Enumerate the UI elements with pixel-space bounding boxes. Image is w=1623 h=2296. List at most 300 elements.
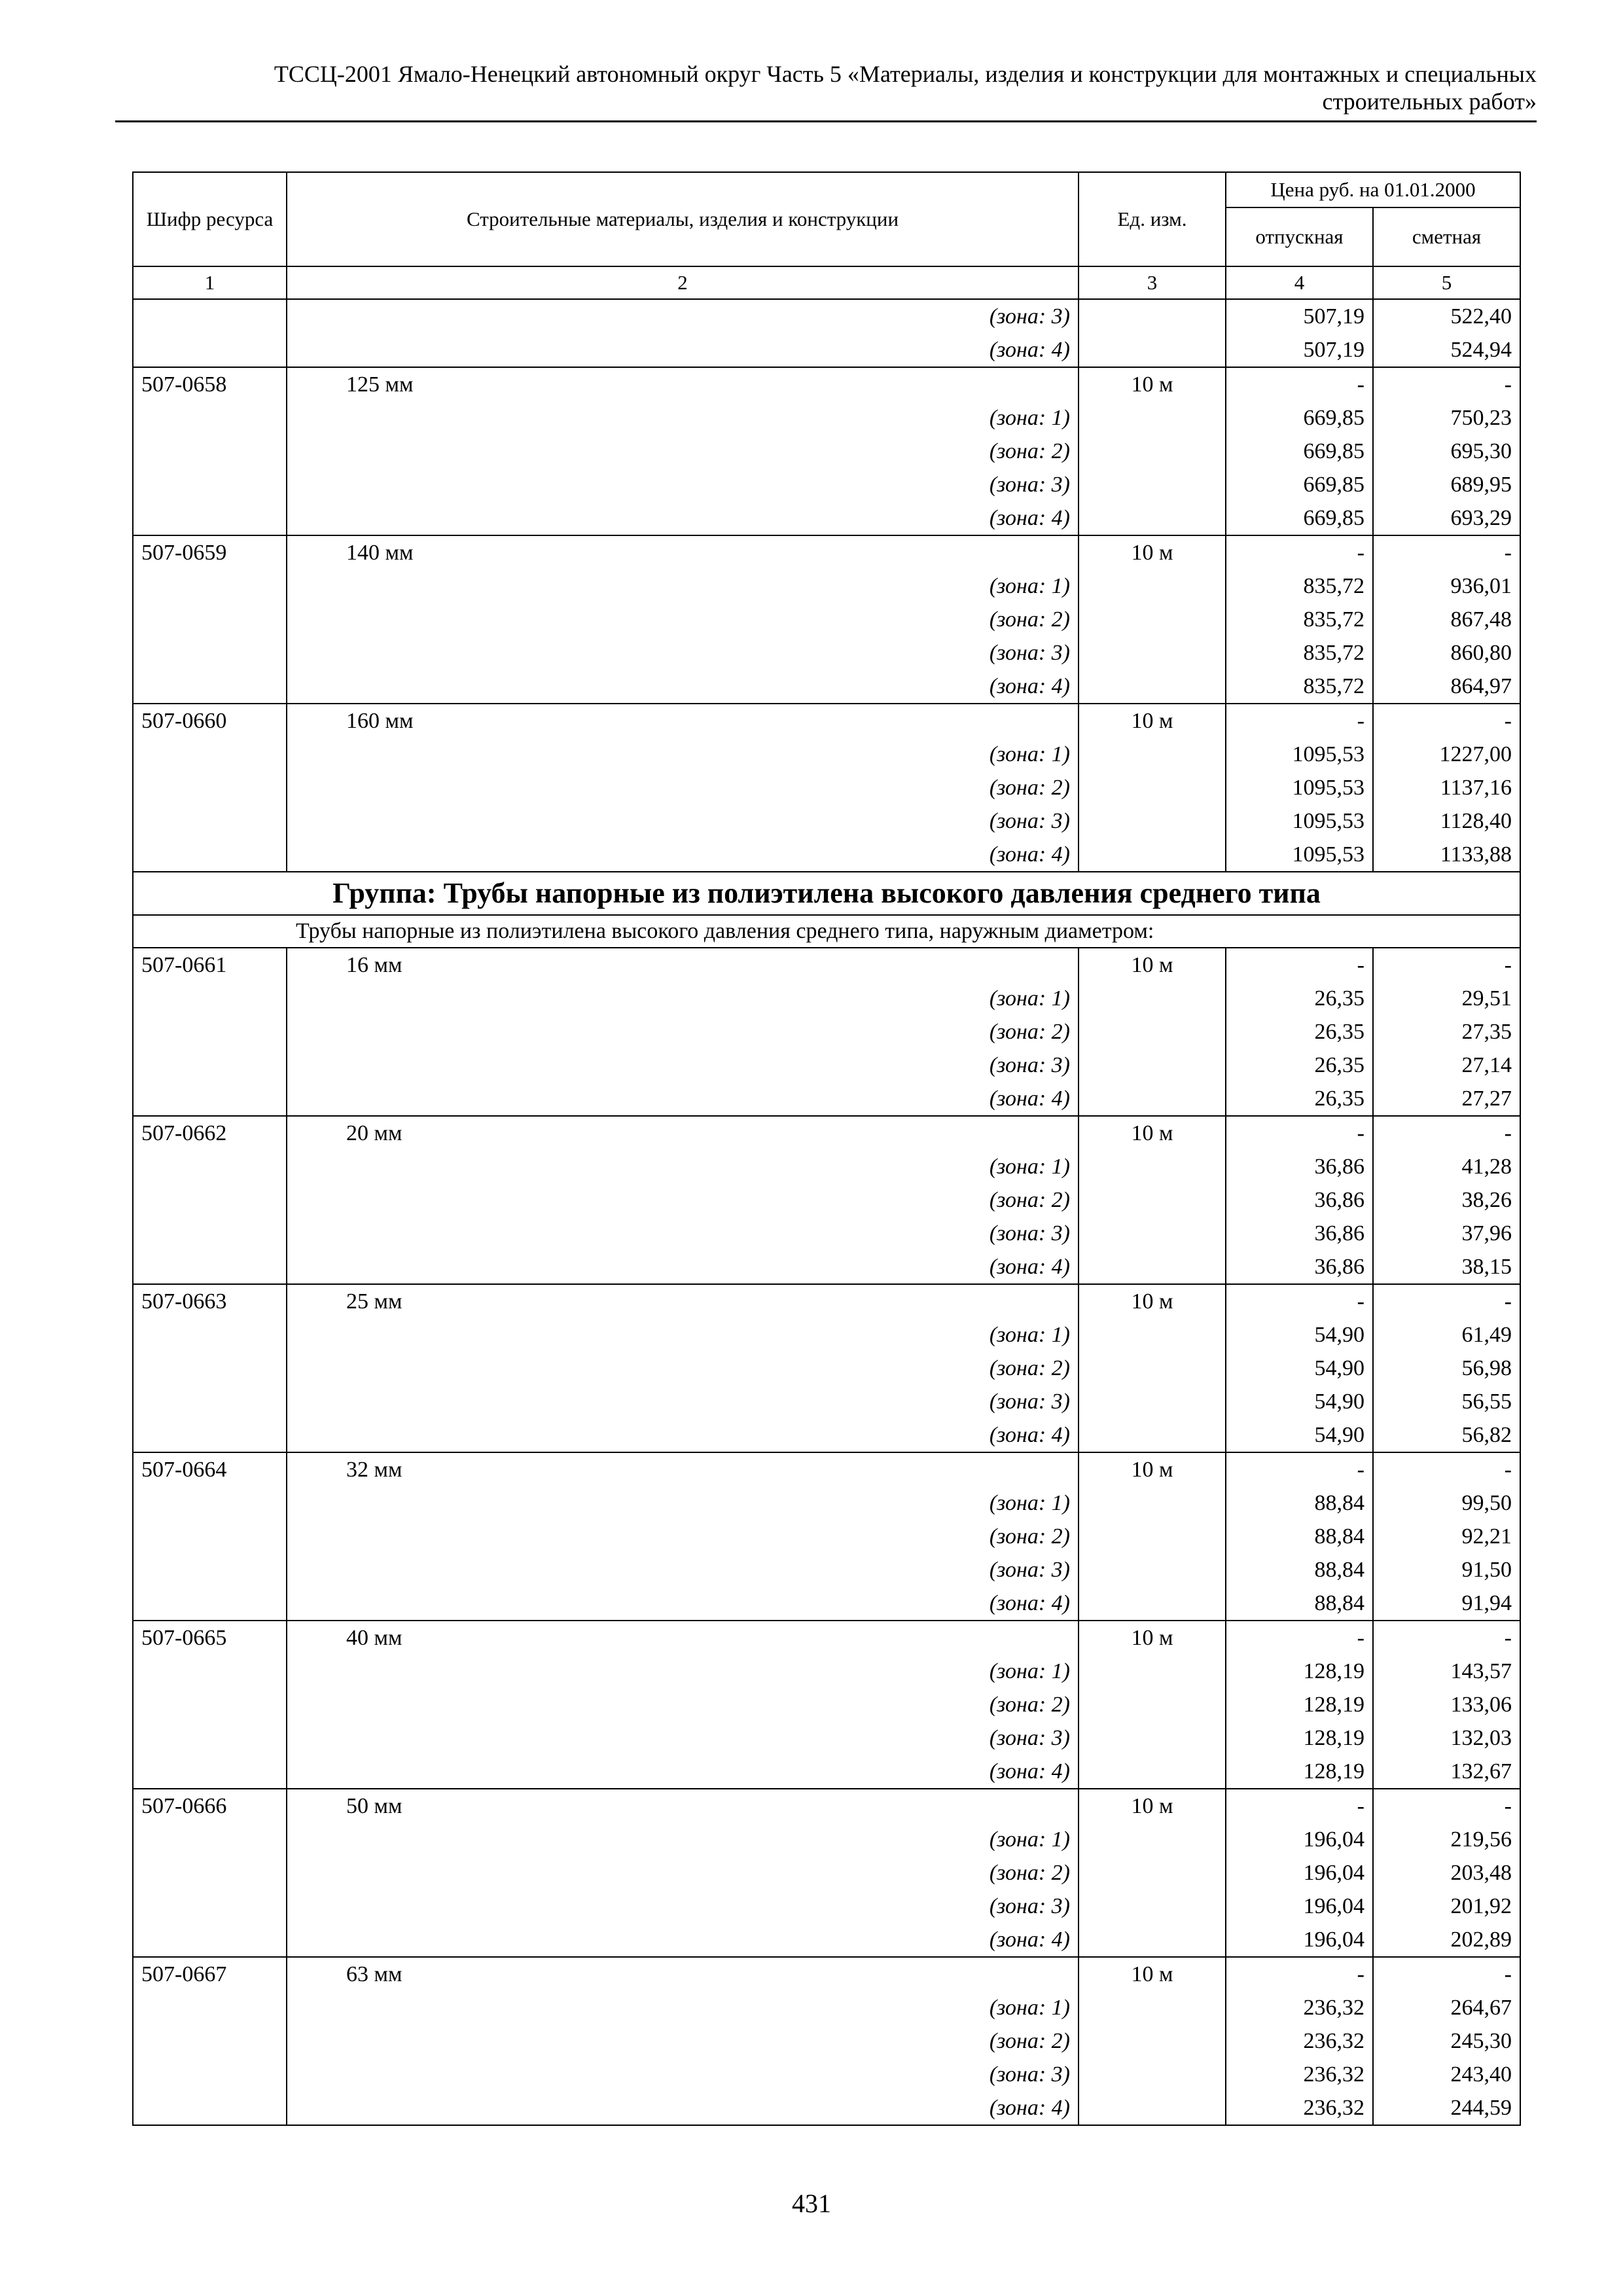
empty-cell (1079, 1923, 1226, 1957)
release-price: - (1226, 1452, 1373, 1486)
zone-row (133, 1385, 1520, 1418)
zone-row (133, 670, 1520, 704)
zone-label: (зона: 3) (287, 804, 1079, 838)
item-row (133, 535, 1520, 569)
empty-cell (1079, 636, 1226, 670)
release-price: 196,04 (1226, 1856, 1373, 1890)
zone-row (133, 804, 1520, 838)
zone-row (133, 1015, 1520, 1049)
estimate-price: 1133,88 (1373, 838, 1520, 872)
zone-label: (зона: 2) (287, 771, 1079, 804)
empty-cell (133, 1486, 287, 1520)
release-price: 128,19 (1226, 1655, 1373, 1688)
item-name: 16 мм (287, 948, 1079, 982)
zone-row (133, 2058, 1520, 2091)
zone-row (133, 1655, 1520, 1688)
estimate-price: - (1373, 1957, 1520, 1991)
unit-of-measure: 10 м (1079, 1621, 1226, 1655)
group-section (133, 872, 1520, 948)
estimate-price: 91,94 (1373, 1587, 1520, 1621)
empty-cell (1079, 771, 1226, 804)
estimate-price: 219,56 (1373, 1823, 1520, 1856)
release-price: 236,32 (1226, 2058, 1373, 2091)
estimate-price: 99,50 (1373, 1486, 1520, 1520)
zone-label: (зона: 2) (287, 1688, 1079, 1721)
empty-cell (133, 804, 287, 838)
zone-label: (зона: 2) (287, 1352, 1079, 1385)
empty-cell (1079, 569, 1226, 603)
item-group (133, 1957, 1520, 2125)
release-price: - (1226, 948, 1373, 982)
item-group (133, 704, 1520, 872)
zone-row (133, 1217, 1520, 1250)
item-name: 20 мм (287, 1116, 1079, 1150)
item-group (133, 1452, 1520, 1621)
empty-cell (133, 468, 287, 501)
item-group (133, 1789, 1520, 1957)
release-price: 128,19 (1226, 1755, 1373, 1789)
empty-cell (1079, 501, 1226, 535)
zone-row (133, 1856, 1520, 1890)
empty-cell (1079, 468, 1226, 501)
empty-cell (1079, 670, 1226, 704)
empty-cell (133, 1150, 287, 1183)
zone-row (133, 1721, 1520, 1755)
estimate-price: 27,35 (1373, 1015, 1520, 1049)
zone-row (133, 738, 1520, 771)
zone-label: (зона: 1) (287, 1991, 1079, 2024)
estimate-price: 132,67 (1373, 1755, 1520, 1789)
estimate-price: 524,94 (1373, 333, 1520, 367)
resource-code: 507-0663 (133, 1284, 287, 1318)
estimate-price: 92,21 (1373, 1520, 1520, 1553)
estimate-price: - (1373, 1789, 1520, 1823)
release-price: 54,90 (1226, 1385, 1373, 1418)
empty-cell (1079, 738, 1226, 771)
zone-row (133, 569, 1520, 603)
empty-cell (133, 2058, 287, 2091)
estimate-price: 244,59 (1373, 2091, 1520, 2125)
zone-row (133, 771, 1520, 804)
item-name: 125 мм (287, 367, 1079, 401)
zone-label: (зона: 3) (287, 2058, 1079, 2091)
empty-cell (133, 982, 287, 1015)
zone-label: (зона: 1) (287, 1823, 1079, 1856)
column-header-unit: Ед. изм. (1079, 172, 1226, 266)
zone-label: (зона: 1) (287, 982, 1079, 1015)
estimate-price: - (1373, 1116, 1520, 1150)
estimate-price: - (1373, 1452, 1520, 1486)
empty-cell (1079, 1318, 1226, 1352)
resource-code: 507-0660 (133, 704, 287, 738)
zone-label: (зона: 3) (287, 1721, 1079, 1755)
estimate-price: 245,30 (1373, 2024, 1520, 2058)
column-number: 2 (287, 266, 1079, 299)
release-price: 88,84 (1226, 1553, 1373, 1587)
empty-cell (133, 1318, 287, 1352)
release-price: - (1226, 367, 1373, 401)
item-name: 63 мм (287, 1957, 1079, 1991)
estimate-price: 522,40 (1373, 299, 1520, 333)
zone-label: (зона: 2) (287, 603, 1079, 636)
empty-cell (133, 1250, 287, 1284)
resource-code: 507-0661 (133, 948, 287, 982)
estimate-price: 867,48 (1373, 603, 1520, 636)
zone-label: (зона: 3) (287, 1049, 1079, 1082)
empty-cell (1079, 603, 1226, 636)
empty-cell (133, 501, 287, 535)
estimate-price: - (1373, 535, 1520, 569)
estimate-price: 1137,16 (1373, 771, 1520, 804)
column-header-code: Шифр ресурса (133, 172, 287, 266)
empty-cell (1079, 1385, 1226, 1418)
release-price: 36,86 (1226, 1217, 1373, 1250)
estimate-price: 91,50 (1373, 1553, 1520, 1587)
unit-of-measure: 10 м (1079, 1452, 1226, 1486)
release-price: 54,90 (1226, 1318, 1373, 1352)
zone-label: (зона: 3) (287, 1385, 1079, 1418)
release-price: 507,19 (1226, 333, 1373, 367)
empty-cell (133, 2024, 287, 2058)
empty-cell (133, 1520, 287, 1553)
release-price: 36,86 (1226, 1150, 1373, 1183)
group-subtitle: Трубы напорные из полиэтилена высокого давления среднего типа, наружным диаметром: (133, 915, 1520, 948)
resource-code: 507-0665 (133, 1621, 287, 1655)
zone-row (133, 1082, 1520, 1116)
unit-of-measure: 10 м (1079, 704, 1226, 738)
estimate-price: 38,26 (1373, 1183, 1520, 1217)
estimate-price: - (1373, 948, 1520, 982)
release-price: 196,04 (1226, 1923, 1373, 1957)
zone-row (133, 435, 1520, 468)
empty-cell (133, 1655, 287, 1688)
zone-label: (зона: 4) (287, 1755, 1079, 1789)
empty-cell (133, 1587, 287, 1621)
zone-label: (зона: 3) (287, 1553, 1079, 1587)
empty-cell (1079, 1015, 1226, 1049)
empty-cell (1079, 1217, 1226, 1250)
item-group (133, 367, 1520, 535)
zone-row (133, 1755, 1520, 1789)
release-price: - (1226, 535, 1373, 569)
group-title-row (133, 872, 1520, 915)
zone-label: (зона: 3) (287, 636, 1079, 670)
item-row (133, 948, 1520, 982)
unit-of-measure: 10 м (1079, 535, 1226, 569)
column-header-name: Строительные материалы, изделия и конструкции (287, 172, 1079, 266)
empty-cell (133, 1890, 287, 1923)
empty-cell (133, 1049, 287, 1082)
item-name: 50 мм (287, 1789, 1079, 1823)
release-price: 507,19 (1226, 299, 1373, 333)
zone-label: (зона: 1) (287, 401, 1079, 435)
empty-cell (133, 670, 287, 704)
resource-code: 507-0664 (133, 1452, 287, 1486)
zone-label: (зона: 3) (287, 1217, 1079, 1250)
zone-row (133, 1352, 1520, 1385)
empty-cell (133, 1385, 287, 1418)
column-number: 4 (1226, 266, 1373, 299)
empty-cell (133, 1721, 287, 1755)
empty-cell (133, 603, 287, 636)
zone-row (133, 1418, 1520, 1452)
zone-row (133, 333, 1520, 367)
zone-row (133, 468, 1520, 501)
zone-label: (зона: 1) (287, 1318, 1079, 1352)
empty-cell (1079, 2024, 1226, 2058)
estimate-price: 1227,00 (1373, 738, 1520, 771)
estimate-price: - (1373, 1284, 1520, 1318)
estimate-price: 56,55 (1373, 1385, 1520, 1418)
empty-cell (1079, 1587, 1226, 1621)
empty-cell (133, 1015, 287, 1049)
empty-cell (1079, 1856, 1226, 1890)
zone-row (133, 1049, 1520, 1082)
release-price: 835,72 (1226, 569, 1373, 603)
estimate-price: 29,51 (1373, 982, 1520, 1015)
estimate-price: 37,96 (1373, 1217, 1520, 1250)
zone-label: (зона: 4) (287, 1923, 1079, 1957)
column-header-estimate-price: сметная (1373, 207, 1520, 266)
estimate-price: 133,06 (1373, 1688, 1520, 1721)
zone-label: (зона: 4) (287, 1082, 1079, 1116)
item-group (133, 1621, 1520, 1789)
empty-cell (1079, 1250, 1226, 1284)
release-price: 88,84 (1226, 1520, 1373, 1553)
item-row (133, 367, 1520, 401)
empty-cell (1079, 1991, 1226, 2024)
zone-row (133, 1587, 1520, 1621)
release-price: 54,90 (1226, 1352, 1373, 1385)
empty-cell (133, 1755, 287, 1789)
unit-of-measure: 10 м (1079, 1116, 1226, 1150)
release-price: 669,85 (1226, 401, 1373, 435)
zone-label: (зона: 1) (287, 569, 1079, 603)
release-price: - (1226, 1789, 1373, 1823)
release-price: 236,32 (1226, 2024, 1373, 2058)
zone-row (133, 982, 1520, 1015)
estimate-price: 750,23 (1373, 401, 1520, 435)
resource-code: 507-0659 (133, 535, 287, 569)
estimate-price: 56,98 (1373, 1352, 1520, 1385)
empty-cell (133, 1217, 287, 1250)
estimate-price: 1128,40 (1373, 804, 1520, 838)
item-row (133, 1789, 1520, 1823)
empty-cell (1079, 1520, 1226, 1553)
item-name: 32 мм (287, 1452, 1079, 1486)
unit-of-measure: 10 м (1079, 1284, 1226, 1318)
zone-row (133, 1183, 1520, 1217)
page-header (115, 60, 1537, 115)
empty-cell (1079, 1890, 1226, 1923)
release-price: - (1226, 1284, 1373, 1318)
column-number: 5 (1373, 266, 1520, 299)
item-group (133, 1284, 1520, 1452)
zone-label: (зона: 4) (287, 1418, 1079, 1452)
empty-cell (133, 771, 287, 804)
empty-cell (1079, 1352, 1226, 1385)
item-row (133, 1621, 1520, 1655)
release-price: 128,19 (1226, 1721, 1373, 1755)
empty-cell (1079, 2091, 1226, 2125)
release-price: - (1226, 704, 1373, 738)
item-name: 25 мм (287, 1284, 1079, 1318)
zone-label: (зона: 4) (287, 333, 1079, 367)
estimate-price: 143,57 (1373, 1655, 1520, 1688)
estimate-price: 864,97 (1373, 670, 1520, 704)
empty-cell (1079, 2058, 1226, 2091)
empty-cell (133, 1418, 287, 1452)
zone-label: (зона: 2) (287, 1520, 1079, 1553)
release-price: 54,90 (1226, 1418, 1373, 1452)
empty-cell (1079, 1418, 1226, 1452)
release-price: - (1226, 1621, 1373, 1655)
empty-cell (1079, 804, 1226, 838)
zone-label: (зона: 2) (287, 1015, 1079, 1049)
zone-label: (зона: 1) (287, 1486, 1079, 1520)
column-number: 1 (133, 266, 287, 299)
resource-code: 507-0662 (133, 1116, 287, 1150)
zone-label: (зона: 3) (287, 299, 1079, 333)
estimate-price: 201,92 (1373, 1890, 1520, 1923)
item-group (133, 1116, 1520, 1284)
release-price: 1095,53 (1226, 838, 1373, 872)
zone-row (133, 1486, 1520, 1520)
empty-cell (133, 1082, 287, 1116)
estimate-price: 936,01 (1373, 569, 1520, 603)
header-line-1: ТССЦ-2001 Ямало-Ненецкий автономный округ Часть 5 «Материалы, изделия и конструкции для монтажных и специальных (274, 61, 1537, 87)
column-number: 3 (1079, 266, 1226, 299)
header-divider (115, 120, 1537, 122)
zone-row (133, 1250, 1520, 1284)
estimate-price: - (1373, 367, 1520, 401)
item-row (133, 1116, 1520, 1150)
estimate-price: 27,27 (1373, 1082, 1520, 1116)
empty-cell (1079, 1655, 1226, 1688)
unit-of-measure: 10 м (1079, 1789, 1226, 1823)
release-price: - (1226, 1116, 1373, 1150)
zone-row (133, 636, 1520, 670)
estimate-price: 38,15 (1373, 1250, 1520, 1284)
unit-of-measure: 10 м (1079, 948, 1226, 982)
zone-row (133, 1150, 1520, 1183)
zone-label: (зона: 4) (287, 501, 1079, 535)
empty-cell (133, 435, 287, 468)
estimate-price: 264,67 (1373, 1991, 1520, 2024)
zone-row (133, 1923, 1520, 1957)
zone-row (133, 501, 1520, 535)
item-group (133, 535, 1520, 704)
price-table (132, 171, 1521, 2126)
empty-cell (133, 1923, 287, 1957)
estimate-price: 243,40 (1373, 2058, 1520, 2091)
estimate-price: 693,29 (1373, 501, 1520, 535)
estimate-price: - (1373, 1621, 1520, 1655)
empty-cell (1079, 1823, 1226, 1856)
estimate-price: 56,82 (1373, 1418, 1520, 1452)
item-name: 140 мм (287, 535, 1079, 569)
release-price: 196,04 (1226, 1823, 1373, 1856)
estimate-price: 61,49 (1373, 1318, 1520, 1352)
item-row (133, 1284, 1520, 1318)
zone-row (133, 1520, 1520, 1553)
zone-row (133, 401, 1520, 435)
resource-code: 507-0658 (133, 367, 287, 401)
estimate-price: 689,95 (1373, 468, 1520, 501)
empty-cell (133, 1991, 287, 2024)
zone-label: (зона: 1) (287, 738, 1079, 771)
continued-item-rows (133, 299, 1520, 367)
zone-label: (зона: 2) (287, 1183, 1079, 1217)
empty-cell (133, 636, 287, 670)
release-price: 1095,53 (1226, 771, 1373, 804)
empty-cell (1079, 982, 1226, 1015)
release-price: 669,85 (1226, 501, 1373, 535)
release-price: 669,85 (1226, 435, 1373, 468)
estimate-price: - (1373, 704, 1520, 738)
page-number: 431 (792, 2189, 831, 2218)
item-row (133, 1452, 1520, 1486)
release-price: 26,35 (1226, 1049, 1373, 1082)
zone-label: (зона: 1) (287, 1150, 1079, 1183)
zone-row (133, 1318, 1520, 1352)
column-header-release-price: отпускная (1226, 207, 1373, 266)
estimate-price: 202,89 (1373, 1923, 1520, 1957)
group-title: Группа: Трубы напорные из полиэтилена высокого давления среднего типа (133, 872, 1520, 915)
empty-cell (1079, 1049, 1226, 1082)
release-price: 26,35 (1226, 982, 1373, 1015)
zone-row (133, 1553, 1520, 1587)
release-price: 1095,53 (1226, 804, 1373, 838)
estimate-price: 132,03 (1373, 1721, 1520, 1755)
empty-cell (133, 838, 287, 872)
item-row (133, 704, 1520, 738)
release-price: 669,85 (1226, 468, 1373, 501)
empty-cell (133, 1553, 287, 1587)
unit-of-measure: 10 м (1079, 367, 1226, 401)
zone-row (133, 2024, 1520, 2058)
item-name: 160 мм (287, 704, 1079, 738)
release-price: 835,72 (1226, 670, 1373, 704)
release-price: 835,72 (1226, 636, 1373, 670)
zone-label: (зона: 4) (287, 1250, 1079, 1284)
empty-cell (1079, 435, 1226, 468)
release-price: 88,84 (1226, 1486, 1373, 1520)
estimate-price: 203,48 (1373, 1856, 1520, 1890)
release-price: 128,19 (1226, 1688, 1373, 1721)
zone-label: (зона: 4) (287, 670, 1079, 704)
zone-label: (зона: 2) (287, 2024, 1079, 2058)
zone-row (133, 1890, 1520, 1923)
item-name: 40 мм (287, 1621, 1079, 1655)
zone-label: (зона: 2) (287, 435, 1079, 468)
release-price: 196,04 (1226, 1890, 1373, 1923)
release-price: 1095,53 (1226, 738, 1373, 771)
release-price: 26,35 (1226, 1082, 1373, 1116)
zone-row (133, 2091, 1520, 2125)
empty-cell (1079, 1688, 1226, 1721)
release-price: 88,84 (1226, 1587, 1373, 1621)
empty-cell (133, 1823, 287, 1856)
empty-cell (1079, 1150, 1226, 1183)
zone-row (133, 1688, 1520, 1721)
resource-code: 507-0667 (133, 1957, 287, 1991)
empty-cell (133, 1183, 287, 1217)
zone-label: (зона: 1) (287, 1655, 1079, 1688)
estimate-price: 860,80 (1373, 636, 1520, 670)
release-price: 36,86 (1226, 1183, 1373, 1217)
zone-row (133, 1991, 1520, 2024)
